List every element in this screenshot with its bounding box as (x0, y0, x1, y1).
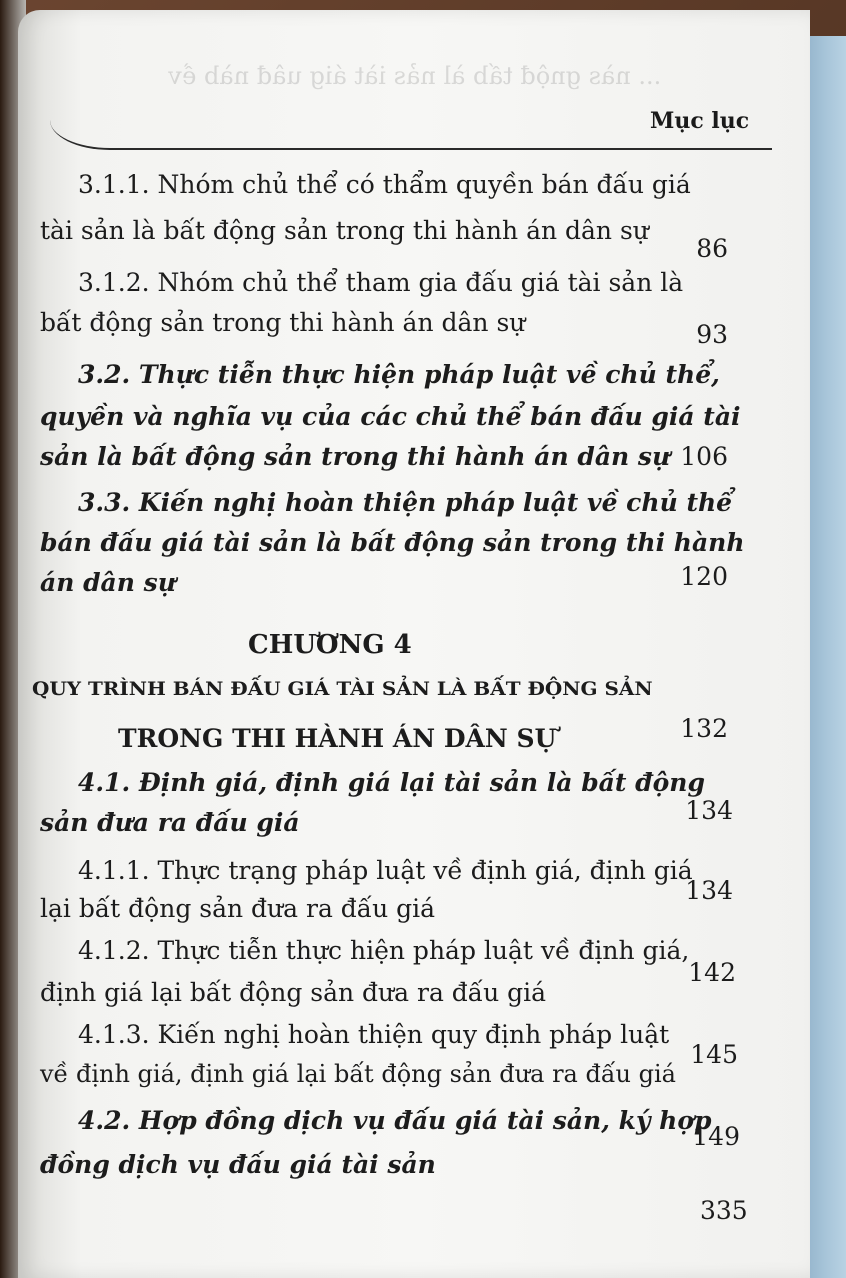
toc-page-number: 142 (688, 958, 736, 987)
toc-entry-line: lại bất động sản đưa ra đấu giá (40, 894, 436, 923)
toc-page-number: 93 (696, 320, 728, 349)
page-number: 335 (700, 1196, 748, 1225)
toc-entry-line: quyền và nghĩa vụ của các chủ thể bán đấu giá tài (40, 402, 741, 431)
toc-page-number: 149 (692, 1122, 740, 1151)
toc-entry-line: án dân sự (40, 568, 176, 597)
toc-page-number: 106 (680, 442, 728, 471)
toc-entry-line: sản là bất động sản trong thi hành án dân sự (40, 442, 671, 471)
chapter-title: TRONG THI HÀNH ÁN DÂN SỰ (118, 724, 557, 753)
toc-entry-line: 4.1.3. Kiến nghị hoàn thiện quy định pháp luật (78, 1020, 670, 1049)
toc-page-number: 145 (690, 1040, 738, 1069)
toc-entry-line: 3.2. Thực tiễn thực hiện pháp luật về chủ thể, (78, 360, 720, 389)
toc-entry-line: 3.1.1. Nhóm chủ thể có thẩm quyền bán đấu giá (78, 170, 691, 199)
bleed-through-text: ... nàs gnộđ tấb àl nảs iàt áig uâđ nàb ềv (168, 62, 662, 90)
toc-entry-line: 4.2. Hợp đồng dịch vụ đấu giá tài sản, ký hợp (78, 1106, 712, 1135)
toc-page-number: 86 (696, 234, 728, 263)
toc-entry-line: bán đấu giá tài sản là bất động sản trong thi hành (40, 528, 745, 557)
toc-entry-line: 3.1.2. Nhóm chủ thể tham gia đấu giá tài sản là (78, 268, 684, 297)
toc-page-number: 132 (680, 714, 728, 743)
toc-entry-line: 4.1. Định giá, định giá lại tài sản là bất động (78, 768, 705, 797)
running-head: Mục lục (650, 108, 750, 134)
chapter-title: QUY TRÌNH BÁN ĐẤU GIÁ TÀI SẢN LÀ BẤT ĐỘNG SẢN (32, 678, 653, 700)
toc-entry-line: sản đưa ra đấu giá (40, 808, 300, 837)
book-page (18, 10, 810, 1278)
toc-entry-line: tài sản là bất động sản trong thi hành án dân sự (40, 216, 649, 245)
toc-page-number: 134 (685, 876, 733, 905)
toc-entry-line: 3.3. Kiến nghị hoàn thiện pháp luật về chủ thể (78, 488, 733, 517)
toc-entry-line: 4.1.1. Thực trạng pháp luật về định giá, định giá (78, 856, 693, 885)
toc-entry-line: 4.1.2. Thực tiễn thực hiện pháp luật về định giá, (78, 936, 690, 965)
toc-entry-line: đồng dịch vụ đấu giá tài sản (40, 1150, 436, 1179)
toc-page-number: 120 (680, 562, 728, 591)
chapter-heading: CHƯƠNG 4 (248, 630, 412, 660)
toc-page-number: 134 (685, 796, 733, 825)
toc-entry-line: về định giá, định giá lại bất động sản đưa ra đấu giá (40, 1060, 676, 1088)
toc-entry-line: định giá lại bất động sản đưa ra đấu giá (40, 978, 547, 1007)
toc-entry-line: bất động sản trong thi hành án dân sự (40, 308, 526, 337)
